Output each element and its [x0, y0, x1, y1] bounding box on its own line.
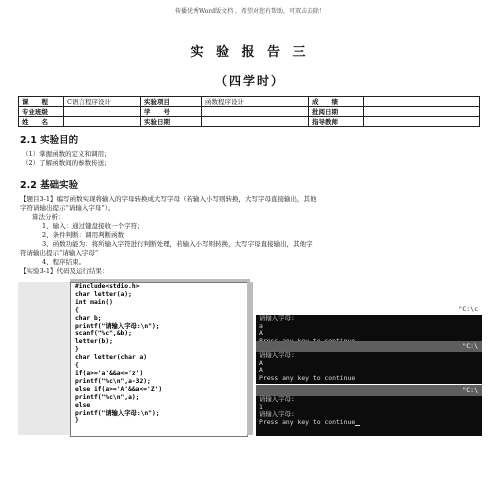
console-line: 请输入字母:: [259, 351, 295, 359]
code-line: if(a>='a'&&a<='z'): [75, 369, 144, 377]
ide-sidebar: [18, 282, 70, 435]
console-line: Press any key to continue: [259, 417, 356, 426]
console-line: 请输入字母:: [259, 314, 295, 322]
code-line: else if(a>='A'&&a<='Z'): [75, 385, 163, 393]
table-cell: 姓 名: [19, 117, 64, 127]
console-line: A: [259, 366, 263, 374]
code-line: printf("%c\n",a-32);: [75, 377, 151, 385]
table-cell: 函数程序设计: [202, 97, 309, 107]
console-line: 1: [259, 402, 263, 411]
table-cell: [364, 117, 480, 127]
table-cell: 实验项目: [141, 97, 202, 107]
code-line: #include<stdio.h>: [75, 283, 140, 290]
analysis-step: 3、函数功能为：将所输入字符进行判断处理，若输入小写则转换，大写字母直接输出，其他字: [42, 240, 313, 248]
code-line: {: [75, 362, 79, 370]
table-cell: [64, 117, 141, 127]
table-cell: [202, 117, 309, 127]
console-line: Press any key to continue: [259, 373, 356, 382]
code-line: }: [75, 346, 79, 354]
table-cell: 实验日期: [141, 117, 202, 127]
task-text: 【题目3-1】编写函数实现将输入的字母转换成大写字母（若输入小写则转换，大写字母直接输出，其他: [20, 195, 317, 203]
analysis-step: 2、条件判断：调用判断函数: [42, 231, 125, 239]
code-line: char letter(char a): [75, 354, 148, 362]
code-line: scanf("%c",&b);: [75, 330, 132, 338]
table-row: [19, 107, 480, 117]
code-line: int main(): [75, 298, 113, 306]
console-window: [256, 385, 482, 436]
code-label: 【实验3-1】代码及运行结果：: [20, 267, 109, 275]
console-line: A: [259, 329, 263, 337]
console-title-bar[interactable]: "C:\: [256, 341, 482, 352]
text-cursor: [355, 425, 360, 426]
code-line: letter(b);: [75, 338, 113, 346]
code-line: printf("%c\n",a);: [75, 393, 140, 401]
header-note: 传播优秀Word版文档 ，希望对您有帮助，可双击去除！: [175, 8, 325, 15]
table-cell: [64, 107, 141, 117]
code-line: printf("请输入字母:\n");: [75, 322, 160, 330]
table-cell: 学 号: [141, 107, 202, 117]
analysis-step: 符请输出提示“请输入字母”: [20, 249, 99, 257]
console-line: a: [259, 321, 263, 330]
analysis-title: 算法分析：: [32, 213, 65, 221]
table-cell: 指导教师: [309, 117, 364, 127]
table-cell: 课 程: [19, 97, 64, 107]
section-heading-basic: 2.2 基础实验: [20, 180, 79, 191]
table-cell: 专业班级: [19, 107, 64, 117]
console-line: 请输入字母:: [259, 395, 295, 403]
code-line: }: [75, 417, 79, 425]
objective-item: （2）了解函数间的参数传送；: [22, 159, 111, 167]
console-title-bar[interactable]: "C:\: [256, 385, 482, 396]
console-line: A: [259, 358, 263, 367]
console-line: 请输入字母:: [259, 410, 295, 418]
section-heading-objectives: 2.1 实验目的: [20, 135, 79, 146]
code-line: {: [75, 306, 79, 314]
report-subtitle: （四学时）: [214, 74, 285, 88]
code-line: else: [75, 401, 91, 409]
console-window: [256, 341, 482, 384]
analysis-step: 4、程序结束。: [42, 258, 86, 266]
console-title-bar[interactable]: "C:\c: [256, 304, 482, 315]
analysis-step: 1、输入：通过键盘接收一个字符；: [42, 222, 144, 230]
code-editor[interactable]: [70, 282, 248, 437]
table-cell: [364, 107, 480, 117]
info-table: [18, 96, 480, 127]
report-title: 实 验 报 告 三: [190, 45, 310, 60]
code-line: char letter(a);: [75, 290, 132, 298]
objective-item: （1）掌握函数的定义和调用；: [22, 150, 111, 158]
table-cell: 成 绩: [309, 97, 364, 107]
table-row: [19, 117, 480, 127]
code-line: char b;: [75, 314, 102, 322]
table-cell: [202, 107, 309, 117]
table-cell: 批阅日期: [309, 107, 364, 117]
task-text: 字符请输出提示“请输入字母”）。: [20, 204, 115, 212]
table-cell: C语言程序设计: [64, 97, 141, 107]
editor-scrollbar[interactable]: [247, 282, 253, 435]
table-row: [19, 97, 480, 107]
table-cell: [364, 97, 480, 107]
code-line: printf("请输入字母:\n");: [75, 409, 160, 417]
